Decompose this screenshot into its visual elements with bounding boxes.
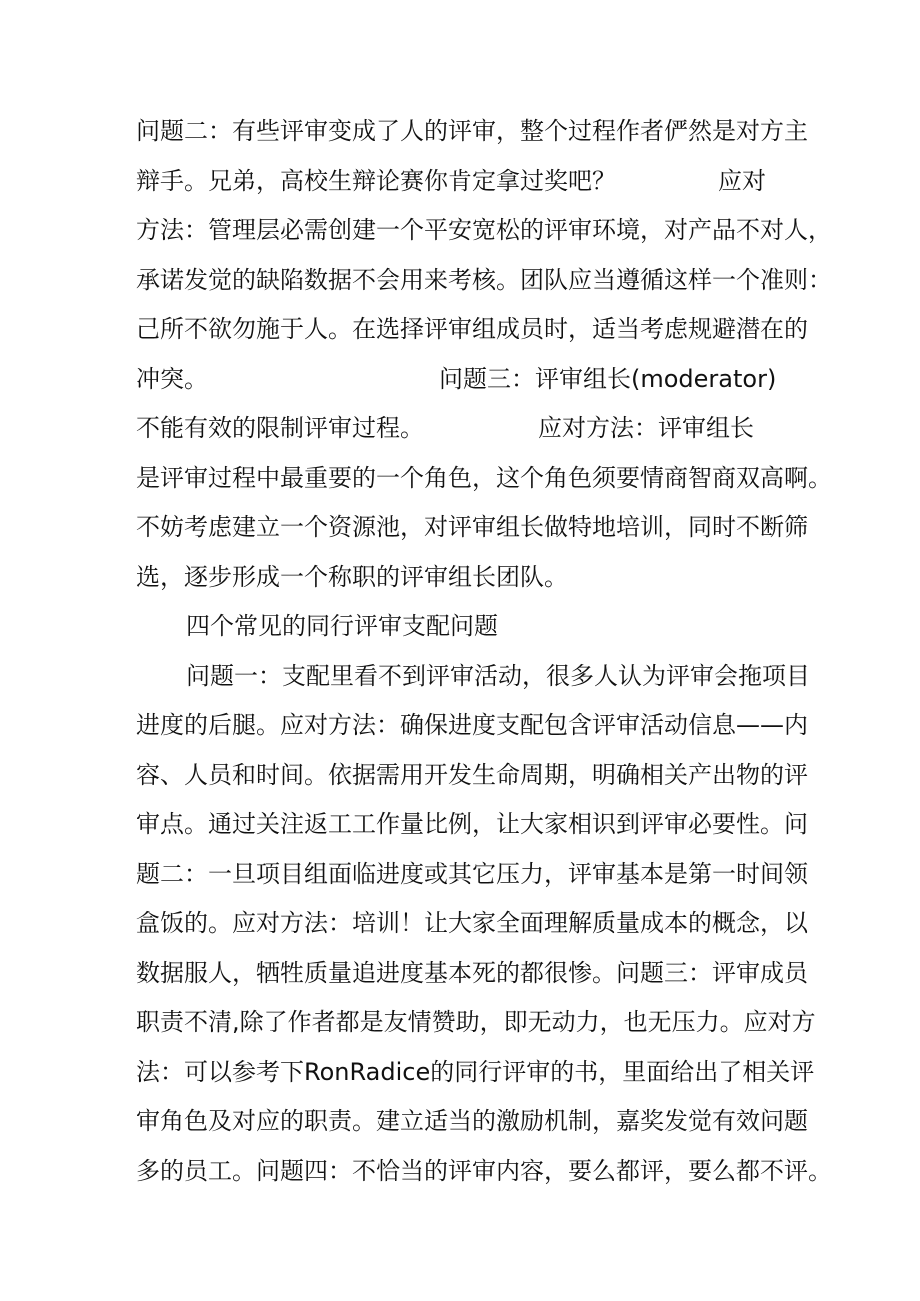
text-line: [136, 553, 816, 603]
text-segment: 四个常见的同行评审支配问题: [186, 612, 498, 640]
text-line: [136, 949, 816, 999]
text-segment: 应对方法：评审组长: [538, 414, 754, 442]
text-segment: 承诺发觉的缺陷数据不会用来考核。团队应当遵循这样一个准则：: [136, 265, 832, 294]
text-segment: 不妨考虑建立一个资源池，对评审组长做特地培训，同时不断筛: [136, 513, 808, 541]
text-line: [136, 751, 816, 801]
text-line: [136, 1048, 816, 1098]
text-line: [136, 850, 816, 900]
text-segment: 多的员工。问题四：不恰当的评审内容，要么都评，要么都不评。: [136, 1156, 832, 1185]
text-line: [136, 256, 832, 306]
text-line: [136, 800, 816, 850]
text-line: [136, 404, 816, 454]
text-line: [136, 652, 816, 702]
text-segment: 审角色及对应的职责。建立适当的激励机制，嘉奖发觉有效问题: [136, 1107, 808, 1135]
text-line: [136, 355, 816, 405]
text-segment: 容、人员和时间。依据需用开发生命周期，明确相关产出物的评: [136, 760, 808, 789]
text-line: [136, 157, 816, 207]
text-segment: 选，逐步形成一个称职的评审组长团队。: [136, 562, 568, 591]
text-line: [136, 454, 832, 504]
text-segment: 问题一：支配里看不到评审活动，很多人认为评审会拖项目: [186, 661, 810, 690]
text-line: [136, 1147, 832, 1197]
text-segment: 职责不清,除了作者都是友情赞助，即无动力，也无压力。应对方: [136, 1008, 816, 1036]
text-segment: 题二：一旦项目组面临进度或其它压力，评审基本是第一时间领: [136, 859, 808, 888]
text-segment: 法：可以参考下RonRadice的同行评审的书，里面给出了相关评: [136, 1057, 815, 1086]
text-line: [136, 1097, 816, 1147]
text-segment: 审点。通过关注返工工作量比例，让大家相识到评审必要性。问: [136, 810, 808, 838]
text-segment: 数据服人，牺牲质量追进度基本死的都很惨。问题三：评审成员: [136, 958, 808, 987]
text-segment: 应对: [718, 166, 766, 195]
text-segment: 方法：管理层必需创建一个平安宽松的评审环境，对产品不对人，: [136, 216, 832, 244]
text-line: [136, 305, 816, 355]
body-text: [136, 107, 832, 1196]
section-heading: [136, 602, 816, 652]
text-line: [136, 503, 816, 553]
text-line: [136, 107, 816, 157]
text-line: [136, 899, 816, 949]
text-segment: 辩手。兄弟，高校生辩论赛你肯定拿过奖吧？: [136, 166, 616, 195]
text-segment: 进度的后腿。应对方法：确保进度支配包含评审活动信息——内: [136, 711, 808, 739]
text-segment: 己所不欲勿施于人。在选择评审组成员时，适当考虑规避潜在的: [136, 315, 808, 343]
text-line: [136, 701, 816, 751]
text-segment: 问题三：评审组长(moderator): [439, 364, 777, 393]
text-segment: 冲突。: [136, 364, 208, 393]
text-segment: 是评审过程中最重要的一个角色，这个角色须要情商智商双高啊。: [136, 463, 832, 492]
text-segment: 问题二：有些评审变成了人的评审，整个过程作者俨然是对方主: [136, 117, 808, 145]
text-line: [136, 206, 832, 256]
text-segment: 盒饭的。应对方法：培训！让大家全面理解质量成本的概念，以: [136, 909, 808, 937]
text-segment: 不能有效的限制评审过程。: [136, 414, 424, 442]
text-line: [136, 998, 816, 1048]
